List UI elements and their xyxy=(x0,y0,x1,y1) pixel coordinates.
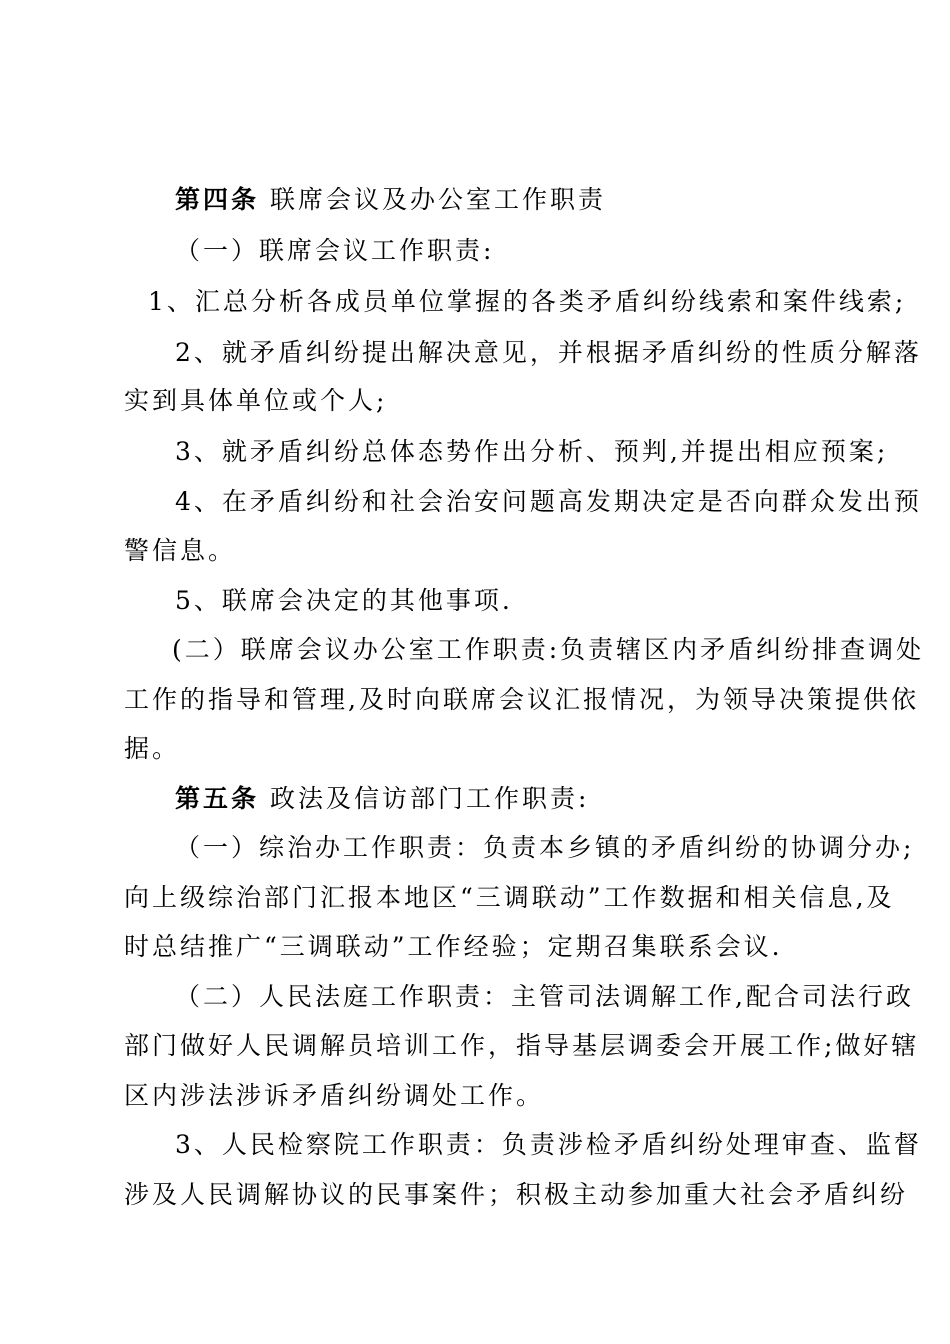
article-number: 第四条 xyxy=(175,185,260,214)
article-number: 第五条 xyxy=(175,784,260,813)
article-5-heading xyxy=(175,783,915,815)
paragraph-line: 涉及人民调解协议的民事案件；积极主动参加重大社会矛盾纠纷 xyxy=(124,1180,909,1209)
paragraph-line: 实到具体单位或个人; xyxy=(124,386,388,415)
paragraph-line: (二）联席会议办公室工作职责:负责辖区内矛盾纠纷排查调处 xyxy=(172,635,925,664)
paragraph-line: 4、在矛盾纠纷和社会治安问题高发期决定是否向群众发出预 xyxy=(175,487,922,516)
paragraph-line: 向上级综治部门汇报本地区“三调联动”工作数据和相关信息,及 xyxy=(124,883,895,912)
paragraph-line: （一）综治办工作职责：负责本乡镇的矛盾纠纷的协调分办; xyxy=(175,833,915,862)
paragraph-line: 5、联席会决定的其他事项. xyxy=(175,586,513,615)
article-title: 联席会议及办公室工作职责 xyxy=(259,185,606,214)
paragraph-line: 区内涉法涉诉矛盾纠纷调处工作。 xyxy=(124,1081,545,1110)
paragraph-line: 据。 xyxy=(124,734,181,763)
paragraph-line: （一）联席会议工作职责: xyxy=(175,236,495,265)
paragraph-line: 3、人民检察院工作职责：负责涉检矛盾纠纷处理审查、监督 xyxy=(175,1130,922,1159)
paragraph-line: 警信息。 xyxy=(124,536,237,565)
paragraph-line: 工作的指导和管理,及时向联席会议汇报情况，为领导决策提供依 xyxy=(124,685,919,714)
paragraph-line: 部门做好人民调解员培训工作，指导基层调委会开展工作;做好辖 xyxy=(124,1031,920,1060)
paragraph-line: （二）人民法庭工作职责：主管司法调解工作,配合司法行政 xyxy=(175,982,914,1011)
article-4-heading xyxy=(175,184,915,216)
paragraph-line: 3、就矛盾纠纷总体态势作出分析、预判,并提出相应预案; xyxy=(175,437,889,466)
paragraph-line: 2、就矛盾纠纷提出解决意见，并根据矛盾纠纷的性质分解落 xyxy=(175,338,922,367)
paragraph-line: 1、汇总分析各成员单位掌握的各类矛盾纠纷线索和案件线索; xyxy=(148,287,907,316)
paragraph-line: 时总结推广“三调联动”工作经验；定期召集联系会议. xyxy=(124,932,783,961)
article-title: 政法及信访部门工作职责: xyxy=(259,784,590,813)
